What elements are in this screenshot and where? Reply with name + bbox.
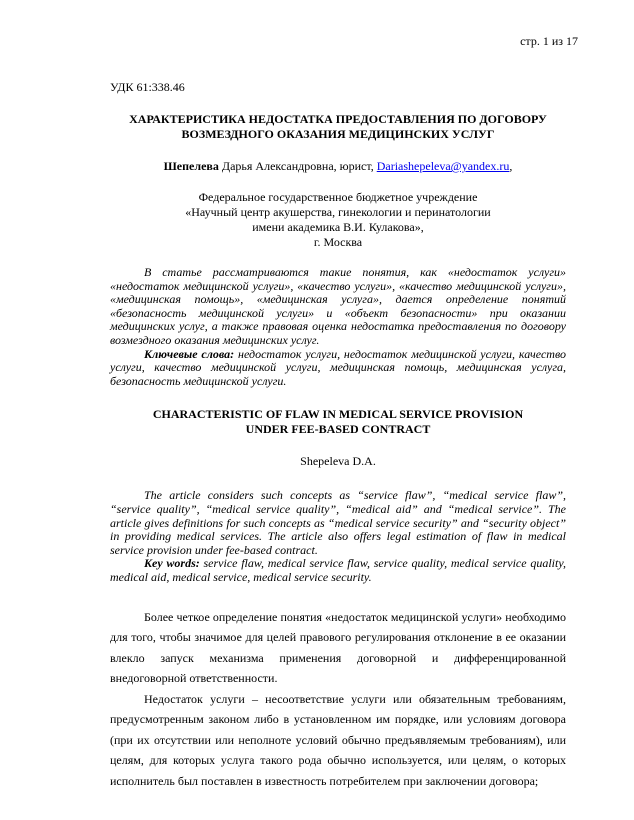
affiliation-line1: Федеральное государственное бюджетное учреждение: [198, 190, 478, 204]
author-email-link[interactable]: Dariashepeleva@yandex.ru: [376, 159, 510, 173]
body-paragraph-1: Более четкое определение понятия «недостаток медицинской услуги» необходимо для того, чтобы значимое для целей правового регулирования отклонение в ее оказании влекло запуск механизма применения договорной и дифференцированной внедоговорной ответственности.: [110, 609, 566, 685]
affiliation-line3: имени академика В.И. Кулакова»,: [252, 220, 424, 234]
page-number: стр. 1 из 17: [520, 34, 578, 48]
author-ru: [110, 159, 566, 174]
author-details: Дарья Александровна, юрист,: [218, 159, 377, 173]
title-ru-line2: ВОЗМЕЗДНОГО ОКАЗАНИЯ МЕДИЦИНСКИХ УСЛУГ: [181, 127, 495, 141]
author-en: Shepeleva D.A.: [300, 454, 376, 469]
keywords-en-label: Key words:: [144, 556, 200, 571]
author-surname: Шепелева: [163, 159, 219, 173]
keywords-ru: [110, 348, 566, 389]
body-paragraph-2: Недостаток услуги – несоответствие услуги или обязательным требованиям, предусмотренным законом либо в установленном им порядке, или условиям договора (при их отсутствии или неполноте условий обычно предъявляемым требованиям), или целям, для которых услуга такого рода обычно используется, или целям, о которых исполнитель был поставлен в известность потребителем при заключении договора;: [110, 691, 566, 788]
abstract-ru-text: В статье рассматриваются такие понятия, как «недостаток услуги» «недостаток медицинской услуги», «качество услуги», «качество медицинской услуги», «медицинская помощь», «медицинская услуга», дается определение понятий «безопасность медицинской услуги» и «объект безопасности» при оказании медицинских услуг, а также правовая оценка недостатка предоставления по договору возмездного оказания медицинских услуг.: [110, 265, 566, 347]
title-en-line2: UNDER FEE-BASED CONTRACT: [245, 422, 431, 437]
author-trail: ,: [509, 159, 513, 173]
udk-code: УДК 61:338.46: [110, 80, 185, 94]
keywords-en-text: service flaw, medical service flaw, service quality, medical service quality, medical aid, medical service, medical service security.: [110, 556, 567, 584]
keywords-ru-label: Ключевые слова:: [144, 346, 235, 361]
affiliation: [110, 190, 566, 250]
keywords-ru-text: недостаток услуги, недостаток медицинской услуги, качество услуги, качество медицинской услуги, медицинская помощь, медицинская услуга, безопасность медицинской услуги.: [110, 346, 566, 388]
title-en-line1: CHARACTERISTIC OF FLAW IN MEDICAL SERVICE PROVISION: [152, 407, 524, 422]
keywords-en: [110, 557, 566, 584]
affiliation-line4: г. Москва: [313, 235, 363, 249]
title-ru: [110, 112, 566, 142]
abstract-en: [110, 489, 566, 584]
article: [110, 80, 566, 791]
title-ru-line1: ХАРАКТЕРИСТИКА НЕДОСТАТКА ПРЕДОСТАВЛЕНИЯ ПО ДОГОВОРУ: [129, 112, 547, 126]
abstract-en-text: The article considers such concepts as “service flaw”, “medical service flaw”, “service quality”, “medical service quality”, “medical aid” and “medical service”. The article gives definitions for such concepts as “medical service security” and “security object” in providing medical services. The article also offers legal estimation of flaw in medical service provision under fee-based contract.: [110, 488, 566, 557]
affiliation-line2: «Научный центр акушерства, гинекологии и перинатологии: [185, 205, 491, 219]
title-en: [110, 407, 566, 437]
abstract-ru: [110, 266, 566, 388]
body-text: [110, 607, 566, 792]
